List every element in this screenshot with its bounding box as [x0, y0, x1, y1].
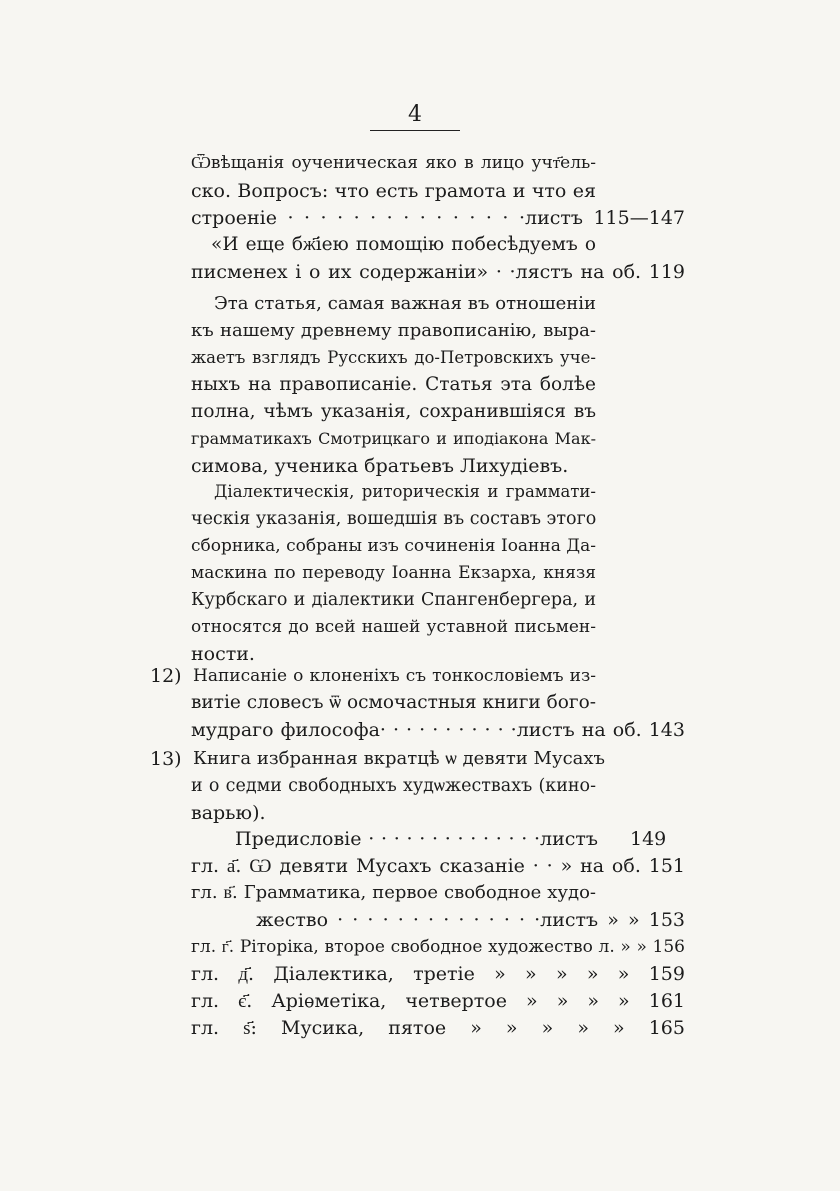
toc-page: 149 — [630, 828, 667, 850]
text-line: ности. — [191, 643, 255, 665]
text-line: писменех і о их содержаніи» · ·лястъ на об. 119 — [191, 261, 685, 283]
page-number: 4 — [408, 102, 422, 127]
toc-line: гл. а҃. Ѡ девяти Мусахъ сказаніе · · » на об. 151 — [191, 855, 685, 877]
page-number-rule — [370, 130, 460, 131]
text-line: къ нашему древнему правописанію, выра- — [191, 320, 596, 341]
text-line: жаетъ взглядъ Русскихъ до-Петровскихъ уче- — [191, 348, 596, 367]
item-number: 12) — [150, 665, 182, 687]
text-line: ческія указанія, вошедшія въ составъ этого — [191, 509, 597, 529]
text-line: мудраго философа· · · · · · · · · · ·листъ на об. 143 — [191, 719, 685, 741]
toc-line: жество · · · · · · · · · · · · · ·листъ » » 153 — [256, 909, 685, 931]
text-line: витіе словесъ ѿ осмочастныя книги бого- — [191, 692, 596, 713]
text-line: Книга избранная вкратцѣ ѡ девяти Мусахъ — [193, 748, 605, 769]
text-line: ныхъ на правописаніе. Статья эта болѣе — [191, 374, 596, 395]
toc-line: гл. в҃. Грамматика, первое свободное худо- — [191, 882, 596, 903]
toc-line: гл. г҃. Ріторіка, второе свободное художество л. » » 156 — [191, 937, 685, 957]
text-line: Ѿвѣщанія оученическая яко в лицо учт҃ель- — [191, 153, 596, 173]
text-line: Діалектическія, риторическія и граммати- — [214, 482, 596, 501]
toc-line: гл. є҃. Аріѳметіка, четвертое » » » » 161 — [191, 990, 685, 1012]
text-line: сборника, собраны изъ сочиненія Іоанна Да- — [191, 536, 596, 556]
text-line: маскина по переводу Іоанна Екзарха, князя — [191, 563, 596, 583]
text-line: Курбскаго и діалектики Спангенбергера, и — [191, 590, 596, 610]
text-line: ско. Вопросъ: что есть грамота и что ея — [191, 180, 596, 202]
toc-line: гл. ѕ҃: Мусика, пятое » » » » » 165 — [191, 1017, 685, 1039]
toc-line: Предисловіе · · · · · · · · · · · · · ·листъ — [235, 828, 598, 850]
text-line: «И еще бж҃іею помощію побесѣдуемъ о — [211, 234, 596, 255]
text-line: варью). — [191, 802, 266, 824]
text-line: относятся до всей нашей уставной письмен- — [191, 617, 596, 637]
text-line: грамматикахъ Смотрицкаго и иподіакона Мак- — [191, 429, 596, 448]
text-line: Эта статья, самая важная въ отношеніи — [214, 293, 596, 314]
text-line: симова, ученика братьевъ Лихудіевъ. — [191, 455, 569, 477]
toc-line: гл. д҃. Діалектика, третіе » » » » » 159 — [191, 963, 685, 985]
text-line: строеніе · · · · · · · · · · · · · · ·листъ 115—147 — [191, 207, 685, 229]
text-line: и о седми свободныхъ худѡжествахъ (кино- — [191, 776, 596, 796]
text-line: полна, чѣмъ указанія, сохранившіяся въ — [191, 401, 596, 422]
text-line: Написаніе о клоненіхъ съ тонкословіемъ из- — [193, 666, 596, 686]
item-number: 13) — [150, 748, 182, 770]
